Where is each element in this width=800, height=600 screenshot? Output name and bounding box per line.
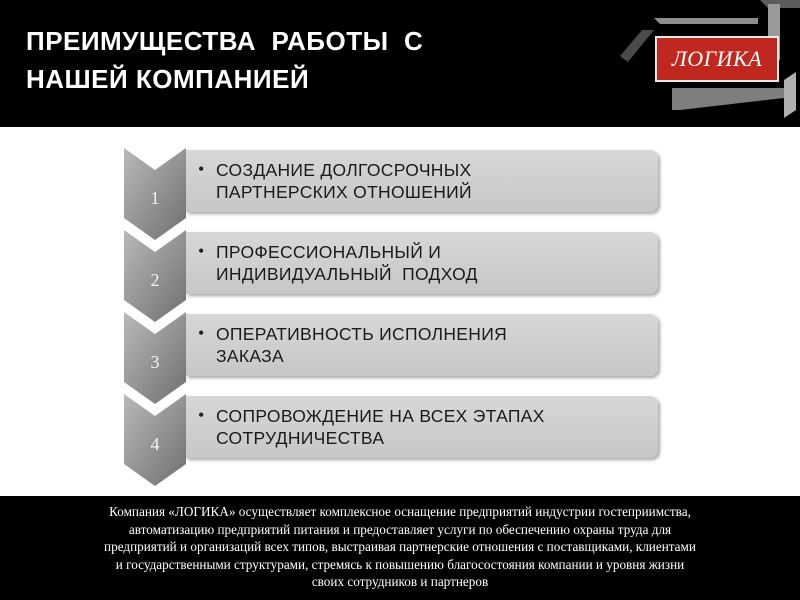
step-4-text — [216, 405, 545, 449]
step-1-line-2: ПАРТНЕРСКИХ ОТНОШЕНИЙ — [216, 182, 472, 202]
step-3-line-2: ЗАКАЗА — [216, 346, 284, 366]
bullet-icon: • — [198, 241, 205, 261]
bullet-icon: • — [198, 159, 205, 179]
step-1-line-1: СОЗДАНИЕ ДОЛГОСРОЧНЫХ — [216, 160, 472, 180]
footer-line-1: Компания «ЛОГИКА» осуществляет комплексное оснащение предприятий индустрии гостеприимства, — [109, 504, 691, 519]
title-line-1: ПРЕИМУЩЕСТВА РАБОТЫ С — [26, 26, 424, 56]
footer-line-4: и государственными структурами, стремясь к повышению благосостояния компании и уровня жизни — [115, 556, 685, 572]
step-1-number: 1 — [150, 188, 160, 208]
step-2-text — [216, 241, 478, 285]
step-1-box — [186, 150, 658, 212]
step-2-chevron — [124, 230, 186, 322]
logo-text: ЛОГИКА — [671, 46, 763, 71]
title-line-2: НАШЕЙ КОМПАНИЕЙ — [26, 64, 310, 94]
step-4-line-2: СОТРУДНИЧЕСТВА — [216, 428, 385, 448]
bullet-icon: • — [198, 405, 205, 425]
step-4-number: 4 — [150, 434, 160, 454]
step-1-text — [216, 159, 472, 203]
footer-line-5: своих сотрудников и партнеров — [311, 574, 489, 589]
step-1-chevron — [124, 148, 186, 240]
step-4-line-1: СОПРОВОЖДЕНИЕ НА ВСЕХ ЭТАПАХ — [216, 406, 545, 426]
step-2-box — [186, 232, 658, 294]
step-3-line-1: ОПЕРАТИВНОСТЬ ИСПОЛНЕНИЯ — [216, 324, 508, 344]
bullet-icon: • — [198, 323, 205, 343]
step-4-box — [186, 396, 658, 458]
step-3-box — [186, 314, 658, 376]
footer-line-3: предприятий и организаций всех типов, выстраивая партнерские отношения с поставщиками, клиентами — [104, 539, 696, 554]
footer-line-2: автоматизацию предприятий питания и предоставляет услуги по обеспечению охраны труда для — [128, 521, 672, 537]
step-2-line-1: ПРОФЕССИОНАЛЬНЫЙ И — [216, 242, 442, 262]
step-3-number: 3 — [150, 352, 160, 372]
step-2-number: 2 — [150, 270, 160, 290]
step-3-text — [216, 323, 507, 367]
step-4-chevron — [124, 394, 186, 486]
footer-description — [0, 496, 800, 600]
step-3-chevron — [124, 312, 186, 404]
step-2-line-2: ИНДИВИДУАЛЬНЫЙ ПОДХОД — [216, 264, 478, 284]
